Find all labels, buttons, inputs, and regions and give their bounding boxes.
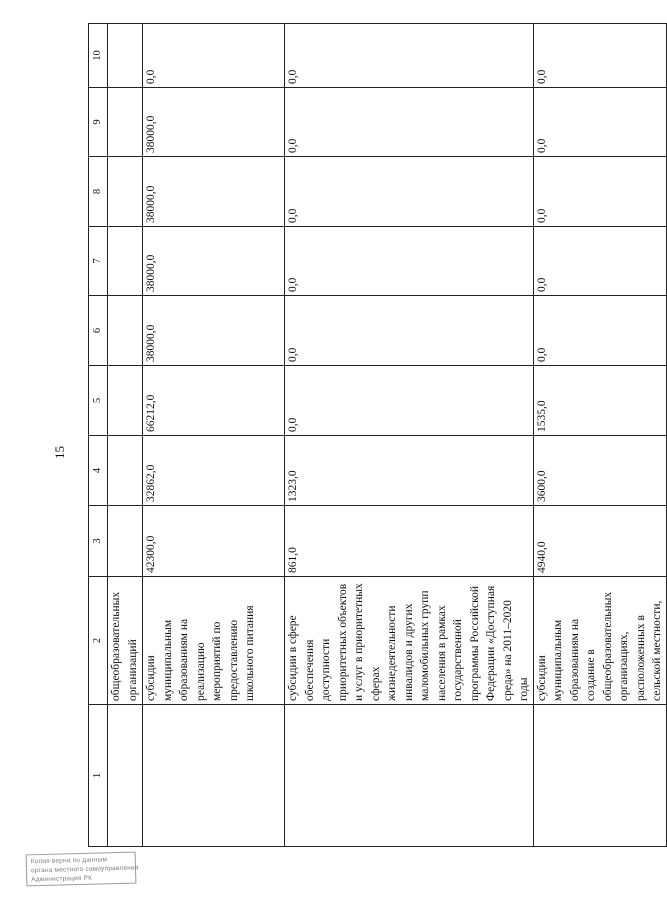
continuation-text: общеобразовательных организаций bbox=[108, 577, 143, 705]
table-cell bbox=[108, 436, 143, 506]
value-cell: 0,0 bbox=[285, 366, 534, 436]
value-cell: 1323,0 bbox=[285, 436, 534, 506]
table-cell bbox=[108, 506, 143, 577]
header-cell: 4 bbox=[89, 436, 108, 506]
value-cell: 0,0 bbox=[285, 157, 534, 227]
header-cell: 3 bbox=[89, 506, 108, 577]
page-number: 15 bbox=[52, 446, 67, 460]
table-cell bbox=[108, 705, 143, 847]
rotated-table-container bbox=[88, 24, 663, 847]
header-cell: 10 bbox=[89, 24, 108, 88]
table-cell bbox=[108, 24, 143, 88]
table-row bbox=[143, 24, 285, 847]
row-name: субсидии муниципальным образованиям на реализацию мероприятий по предоставлению школьного питания bbox=[143, 577, 285, 705]
header-cell: 5 bbox=[89, 366, 108, 436]
table-row bbox=[108, 24, 143, 847]
value-cell: 1535,0 bbox=[533, 366, 666, 436]
table-cell bbox=[108, 88, 143, 157]
table-cell bbox=[108, 296, 143, 366]
value-cell: 0,0 bbox=[285, 24, 534, 88]
value-cell: 0,0 bbox=[285, 296, 534, 366]
value-cell: 0,0 bbox=[285, 88, 534, 157]
budget-table bbox=[88, 23, 667, 847]
table-row bbox=[285, 24, 534, 847]
table-row bbox=[533, 24, 666, 847]
value-cell: 0,0 bbox=[533, 88, 666, 157]
stamp-line: Администрация РК bbox=[31, 874, 93, 884]
value-cell: 4940,0 bbox=[533, 506, 666, 577]
value-cell: 38000,0 bbox=[143, 157, 285, 227]
value-cell: 0,0 bbox=[533, 296, 666, 366]
stamp-line: Копия верна по данным bbox=[30, 856, 108, 866]
table-cell bbox=[108, 366, 143, 436]
certification-stamp bbox=[26, 852, 137, 887]
value-cell: 66212,0 bbox=[143, 366, 285, 436]
value-cell: 0,0 bbox=[533, 227, 666, 296]
table-cell bbox=[108, 227, 143, 296]
row-name: субсидии муниципальным образованиям на создание в общеобразовательных организациях, расположенных в сельской местности, bbox=[533, 577, 666, 705]
table-cell bbox=[108, 157, 143, 227]
value-cell: 0,0 bbox=[533, 24, 666, 88]
header-cell: 6 bbox=[89, 296, 108, 366]
table-viewport bbox=[88, 24, 663, 847]
value-cell: 0,0 bbox=[533, 157, 666, 227]
header-cell: 1 bbox=[89, 705, 108, 847]
row-number-cell bbox=[285, 705, 534, 847]
value-cell: 38000,0 bbox=[143, 296, 285, 366]
stamp-line: органа местного самоуправления bbox=[30, 864, 139, 875]
value-cell: 0,0 bbox=[285, 227, 534, 296]
value-cell: 861,0 bbox=[285, 506, 534, 577]
table-header-row bbox=[89, 24, 108, 847]
value-cell: 38000,0 bbox=[143, 227, 285, 296]
value-cell: 0,0 bbox=[143, 24, 285, 88]
row-name: субсидии в сфере обеспечения доступности приоритетных объектов и услуг в приоритетных сферах жизнедеятельности инвалидов и других маломобильных групп населения в рамках государственной программы Российской Федерации «Доступная среда» на 2011–2020 годы bbox=[285, 577, 534, 705]
header-cell: 9 bbox=[89, 88, 108, 157]
value-cell: 3600,0 bbox=[533, 436, 666, 506]
header-cell: 8 bbox=[89, 157, 108, 227]
header-cell: 7 bbox=[89, 227, 108, 296]
row-number-cell bbox=[533, 705, 666, 847]
value-cell: 42300,0 bbox=[143, 506, 285, 577]
value-cell: 32862,0 bbox=[143, 436, 285, 506]
header-cell: 2 bbox=[89, 577, 108, 705]
value-cell: 38000,0 bbox=[143, 88, 285, 157]
row-number-cell bbox=[143, 705, 285, 847]
